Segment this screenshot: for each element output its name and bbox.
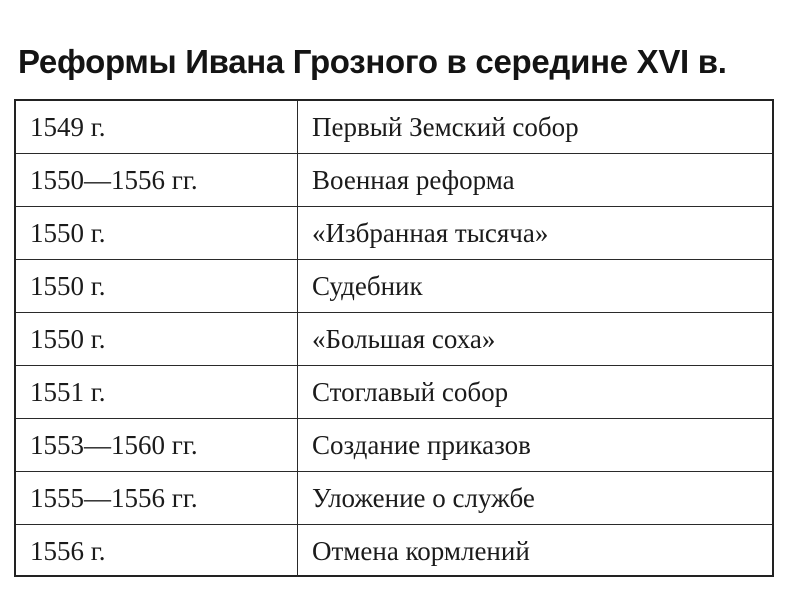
date-cell: 1551 г. [16, 366, 298, 419]
date-cell: 1553—1560 гг. [16, 419, 298, 472]
event-cell: «Большая соха» [298, 313, 773, 366]
page-title: Реформы Ивана Грозного в середине XVI в. [18, 43, 727, 80]
date-cell: 1550 г. [16, 313, 298, 366]
date-cell: 1555—1556 гг. [16, 472, 298, 525]
date-cell: 1550 г. [16, 260, 298, 313]
table-row [16, 419, 772, 472]
event-cell: Судебник [298, 260, 773, 313]
event-cell: Уложение о службе [298, 472, 773, 525]
date-cell: 1550—1556 гг. [16, 154, 298, 207]
table-row [16, 207, 772, 260]
event-cell: Стоглавый собор [298, 366, 773, 419]
table-row [16, 313, 772, 366]
event-cell: Отмена кормлений [298, 525, 773, 578]
reforms-table [14, 99, 774, 577]
event-cell: Военная реформа [298, 154, 773, 207]
table-row [16, 472, 772, 525]
event-cell: «Избранная тысяча» [298, 207, 773, 260]
table-row [16, 260, 772, 313]
table-row [16, 366, 772, 419]
event-cell: Первый Земский собор [298, 101, 773, 154]
date-cell: 1550 г. [16, 207, 298, 260]
date-cell: 1556 г. [16, 525, 298, 578]
date-cell: 1549 г. [16, 101, 298, 154]
event-cell: Создание приказов [298, 419, 773, 472]
table-row [16, 525, 772, 578]
table-row [16, 154, 772, 207]
table-row [16, 101, 772, 154]
